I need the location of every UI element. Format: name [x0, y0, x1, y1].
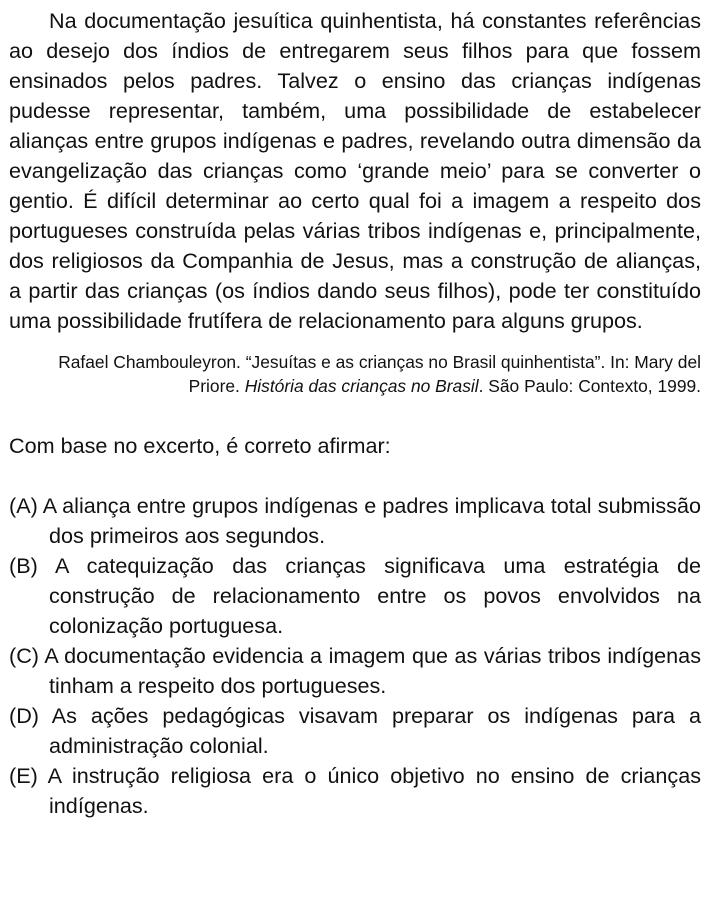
question-prompt: Com base no excerto, é correto afirmar: [9, 433, 391, 458]
source-citation [9, 351, 701, 398]
option-b: (B) A catequização das crianças significava uma estratégia de construção de relacionamento entre os povos envolvidos na colonização portuguesa. [9, 553, 701, 638]
option-a: (A) A aliança entre grupos indígenas e padres implicava total submissão dos primeiros aos segundos. [9, 493, 701, 548]
passage-paragraph: Na documentação jesuítica quinhentista, há constantes referências ao desejo dos índios de entregarem seus filhos para que fossem ensinados pelos padres. Talvez o ensino das crianças indígenas pudesse representar, também, uma possibilidade de estabelecer alianças entre grupos indígenas e padres, revelando outra dimensão da evangelização das crianças como ‘grande meio’ para se converter o gentio. É difícil determinar ao certo qual foi a imagem a respeito dos portugueses construída pelas várias tribos indígenas e, principalmente, dos religiosos da Companhia de Jesus, mas a construção de alianças, a partir das crianças (os índios dando seus filhos), pode ter constituído uma possibilidade frutífera de relacionamento para alguns grupos. [9, 8, 701, 333]
option-e: (E) A instrução religiosa era o único objetivo no ensino de crianças indígenas. [9, 763, 701, 818]
document-page [9, 6, 701, 821]
citation-publisher: . São Paulo: Contexto, 1999. [478, 375, 701, 396]
option-d: (D) As ações pedagógicas visavam preparar os indígenas para a administração colonial. [9, 703, 701, 758]
option-c: (C) A documentação evidencia a imagem que as várias tribos indígenas tinham a respeito dos portugueses. [9, 643, 701, 698]
citation-author-and-article: Rafael Chambouleyron. “Jesuítas e as crianças no Brasil quinhentista”. In: Mary del Priore. [58, 352, 701, 396]
answer-options-list [9, 491, 701, 821]
citation-book-title: História das crianças no Brasil [244, 375, 479, 396]
